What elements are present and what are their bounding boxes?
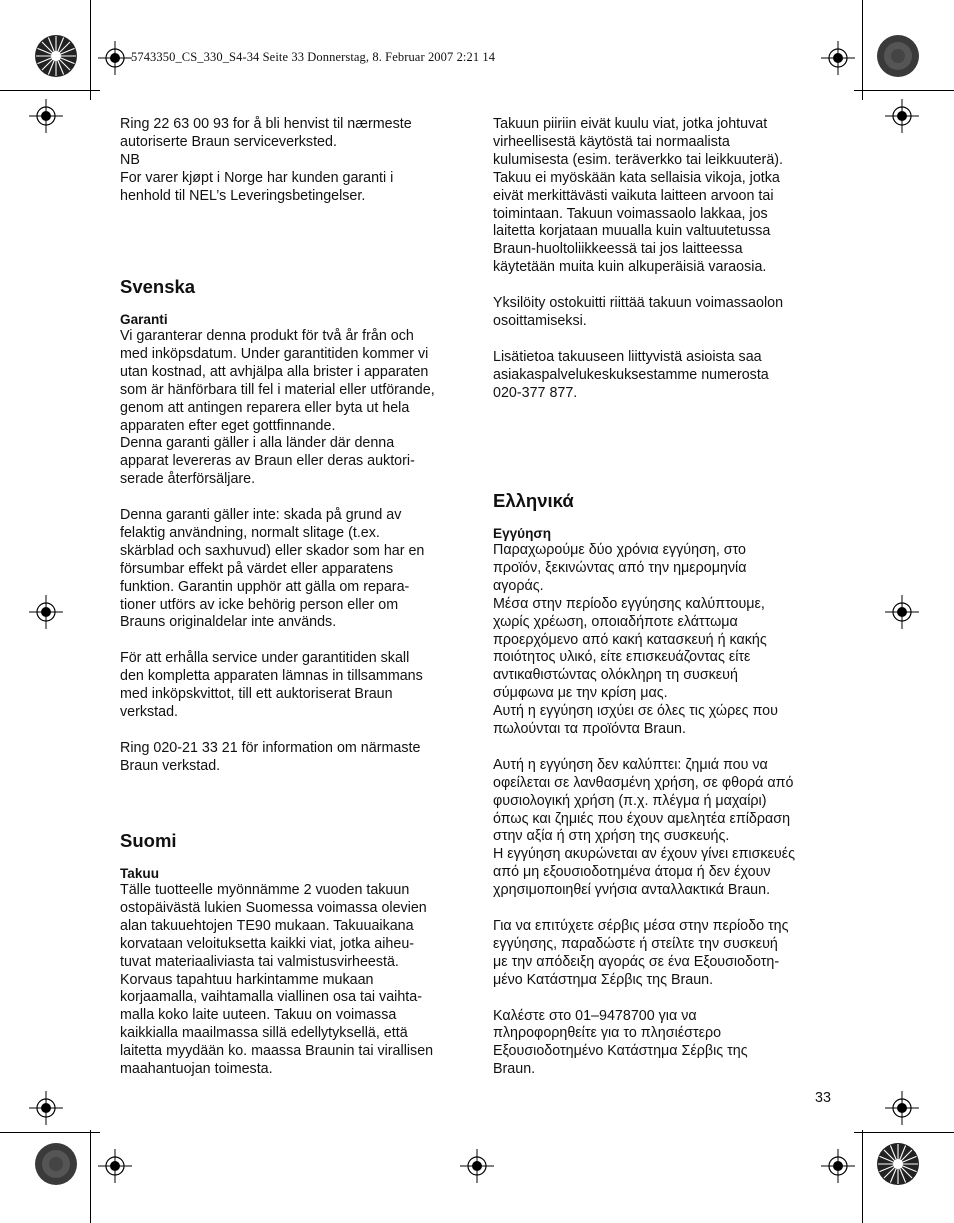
trim-line [0, 90, 100, 91]
registration-mark-icon [884, 594, 920, 630]
ellinika-section [493, 490, 838, 1079]
section-subheading: Εγγύηση [493, 526, 552, 541]
section-heading: Svenska [120, 276, 196, 297]
trim-line [854, 1132, 954, 1133]
paragraph: Ring 22 63 00 93 for å bli henvist til nærmeste autoriserte Braun serviceverksted. NB For varer kjøpt i Norge har kunden garanti i henhold til NEL’s Leveringsbetingelser. [120, 116, 412, 204]
paragraph: Για να επιτύχετε σέρβις μέσα στην περίοδο της εγγύησης, παραδώστε ή στείλτε την συσκευή με την απόδειξη αγοράς σε ένα Εξουσιοδοτη- μένο Κατάστημα Σέρβις της Braun. [493, 918, 789, 988]
paragraph: Καλέστε στο 01–9478700 για να πληροφορηθείτε για το πλησιέστερο Εξουσιοδοτημένο Κατάστημα Σέρβις της Braun. [493, 1007, 748, 1078]
trim-line [862, 0, 863, 100]
starburst-mark-icon [876, 1142, 920, 1186]
paragraph: Vi garanterar denna produkt för två år från och med inköpsdatum. Under garantitiden kommer vi utan kostnad, att avhjälpa alla brister i apparaten som är hänförbara till fel i material eller utförande, genom att antingen reparera eller byta ut hela apparaten efter eget gottfinnande. Denna garanti gäller i alla länder där denna apparat levereras av Braun eller deras auktori- serade återförsäljare. [120, 328, 435, 488]
section-subheading: Garanti [120, 312, 168, 327]
registration-mark-icon [97, 40, 133, 76]
gray-disc-mark-icon [876, 34, 920, 78]
section-heading: Ελληνικά [493, 490, 574, 511]
paragraph: Yksilöity ostokuitti riittää takuun voimassaolon osoittamiseksi. [493, 295, 784, 329]
trim-line [90, 1130, 91, 1223]
paragraph: Παραχωρούμε δύο χρόνια εγγύηση, στο προϊόν, ξεκινώντας από την ημερομηνία αγοράς. Μέσα στην περίοδο εγγύησης καλύπτουμε, χωρίς χρέωση, οποιαδήποτε ελάττωμα προερχόμενο από κακή κατασκευή ή κακής ποιότητος υλικό, είτε επισκευάζοντας είτε αντικαθιστώντας ολόκληρη τη συσκευή σύμφωνα με την κρίση μας. Αυτή η εγγύηση ισχύει σε όλες τις χώρες που πωλούνται τα προϊόντα Braun. [493, 542, 778, 738]
trim-line [862, 1130, 863, 1223]
svenska-section [120, 276, 465, 776]
registration-mark-icon [884, 1090, 920, 1126]
registration-mark-icon [28, 594, 64, 630]
registration-mark-icon [820, 40, 856, 76]
paragraph: Denna garanti gäller inte: skada på grund av felaktig användning, normalt slitage (t.ex. skärblad och saxhuvud) eller skador som har en försumbar effekt på värdet eller apparatens funktion. Garantin upphör att gälla om repara- tioner utförs av icke behörig person eller om Brauns originaldelar inte används. [120, 507, 425, 631]
paragraph: Takuun piiriin eivät kuulu viat, jotka johtuvat virheellisestä käytöstä tai normaalista kulumisesta (esim. teräverkko tai leikkuuterä). Takuu ei myöskään kata sellaisia vikoja, jotka eivät merkittävästi vaikuta laitteen arvoon tai toimintaan. Takuun voimassaolo lakkaa, jos laitetta korjataan muualla kuin valtuutetussa Braun-huoltoliikkeessä tai jos laitteessa käytetään muita kuin alkuperäisiä varaosia. [493, 116, 784, 276]
section-heading: Suomi [120, 830, 177, 851]
page-number: 33 [815, 1090, 831, 1106]
registration-mark-icon [28, 1090, 64, 1126]
registration-mark-icon [884, 98, 920, 134]
paragraph: Tälle tuotteelle myönnämme 2 vuoden takuun ostopäivästä lukien Suomessa voimassa olevien alan takuuehtojen TE90 mukaan. Takuuaikana korvataan veloituksetta kaikki viat, jotka aiheu- tuvat materiaaliviasta tai valmistusvirheestä. Korvaus tapahtuu harkintamme mukaan korjaamalla, vaihtamalla viallinen osa tai vaihta- malla koko laite uuteen. Takuu on voimassa kaikkialla maailmassa sillä edellytyksellä, että laitetta myydään ko. maassa Braunin tai virallisen maahantuojan toimesta. [120, 882, 434, 1078]
suomi-section [120, 830, 465, 1079]
registration-mark-icon [97, 1148, 133, 1184]
trim-line [0, 1132, 100, 1133]
paragraph: Ring 020-21 33 21 för information om närmaste Braun verkstad. [120, 739, 421, 774]
norsk-end-block [120, 116, 465, 206]
registration-mark-icon [820, 1148, 856, 1184]
section-subheading: Takuu [120, 866, 160, 881]
registration-mark-icon [28, 98, 64, 134]
starburst-mark-icon [34, 34, 78, 78]
gray-disc-mark-icon [34, 1142, 78, 1186]
suomi-continued [493, 116, 838, 402]
registration-mark-icon [459, 1148, 495, 1184]
paragraph: För att erhålla service under garantitiden skall den kompletta apparaten lämnas in tillsammans med inköpskvittot, till ett auktoriserat Braun verkstad. [120, 650, 423, 720]
paragraph: Lisätietoa takuuseen liittyvistä asioista saa asiakaspalvelukeskuksestamme numerosta 020-377 877. [493, 348, 769, 401]
print-slug: 5743350_CS_330_S4-34 Seite 33 Donnerstag, 8. Februar 2007 2:21 14 [131, 50, 496, 64]
trim-line [90, 0, 91, 100]
trim-line [854, 90, 954, 91]
paragraph: Αυτή η εγγύηση δεν καλύπτει: ζημιά που να οφείλεται σε λανθασμένη χρήση, σε φθορά από φυσιολογική χρήση (π.χ. πλέγμα ή μαχαίρι) όπως και ζημιές που έχουν αμελητέα επίδραση στην αξία ή στη χρήση της συσκευής. Η εγγύηση ακυρώνεται αν έχουν γίνει επισκευές από μη εξουσιοδοτημένα άτομα ή δεν έχουν χρησιμοποιηθεί γνήσια ανταλλακτικά Braun. [493, 756, 796, 899]
